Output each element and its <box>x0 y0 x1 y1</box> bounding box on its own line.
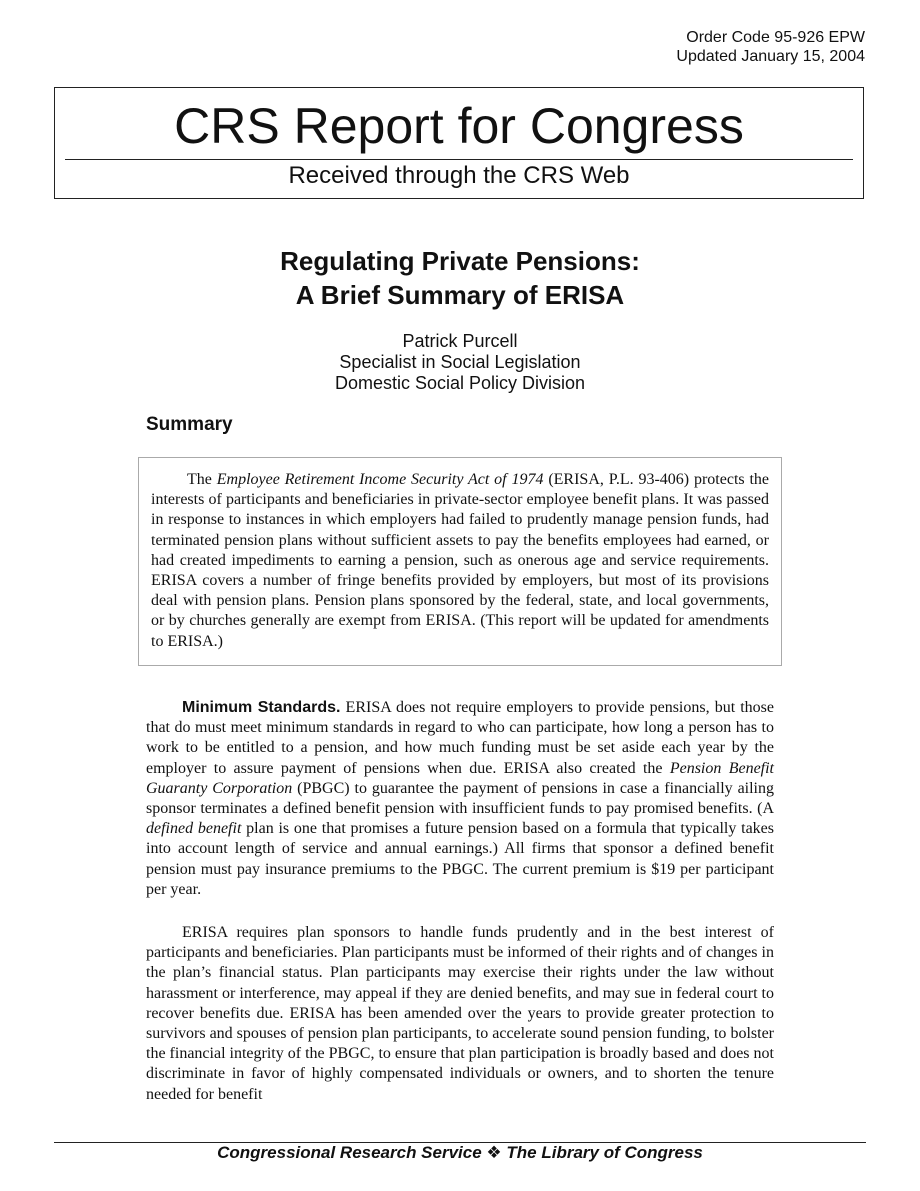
masthead-rule <box>65 159 853 160</box>
pbgc-name: Pension Benefit Guaranty Corporation <box>146 759 774 797</box>
footer <box>0 1143 920 1163</box>
minimum-standards-heading: Minimum Standards. <box>182 699 341 716</box>
summary-box <box>138 457 782 666</box>
summary-heading: Summary <box>146 414 233 435</box>
ms-text-3: plan is one that promises a future pension based on a formula that typically takes into account length of service and annual earnings.) All firms that sponsor a defined benefit pension must pay insurance premiums to the PBGC. The current premium is $19 per participant per year. <box>146 820 774 898</box>
order-info <box>676 28 865 66</box>
act-name: Employee Retirement Income Security Act of 1974 <box>216 471 544 488</box>
author-division: Domestic Social Policy Division <box>334 373 586 393</box>
masthead-subtitle: Received through the CRS Web <box>288 162 630 189</box>
ms-text-1: ERISA does not require employers to provide pensions, but those that do must meet minimum standards in regard to who can participate, how long a person has to work to be entitled to a pension, and how much funding must be set aside each year by the employer to assure payment of pensions when due. ERISA also created the <box>146 699 774 777</box>
masthead-box <box>54 87 864 199</box>
summary-text <box>151 470 769 652</box>
footer-left: Congressional Research Service <box>217 1143 482 1162</box>
ms-text-2: (PBGC) to guarantee the payment of pensions in case a financially ailing sponsor terminates a defined benefit pension with insufficient funds to pay promised benefits. (A <box>146 779 775 818</box>
author-name: Patrick Purcell <box>402 331 518 351</box>
report-title-line1: Regulating Private Pensions: <box>280 246 640 276</box>
report-title-line2: A Brief Summary of ERISA <box>295 280 625 310</box>
author-title: Specialist in Social Legislation <box>339 352 581 372</box>
order-code: Order Code 95-926 EPW <box>686 29 865 46</box>
summary-lead: The <box>187 471 212 488</box>
updated-date: Updated January 15, 2004 <box>676 48 865 65</box>
erisa-paragraph: ERISA requires plan sponsors to handle funds prudently and in the best interest of participants and beneficiaries. Plan participants must be informed of their rights and of changes in the plan’s financial status. Plan participants may exercise their rights under the law without harassment or interference, may appeal if they are denied benefits, and may sue in federal court to recover benefits due. ERISA has been amended over the years to provide greater protection to survivors and spouses of pension plan participants, to accelerate sound pension funding, to bolster the financial integrity of the PBGC, to ensure that plan participation is broadly based and does not discriminate in favor of highly compensated individuals or owners, and to shorten the tenure needed for benefit <box>146 924 774 1103</box>
defined-benefit-term: defined benefit <box>146 820 242 838</box>
masthead-title: CRS Report for Congress <box>174 98 744 154</box>
minimum-standards-paragraph <box>146 698 774 900</box>
footer-separator-icon: ❖ <box>486 1143 502 1162</box>
footer-right: The Library of Congress <box>506 1143 703 1162</box>
summary-body: (ERISA, P.L. 93-406) protects the interests of participants and beneficiaries in private-sector employee benefit plans. It was passed in response to instances in which employers had failed to prudently manage pension funds, had terminated pension plans without sufficient assets to pay the benefits employees had earned, or had created impediments to earning a pension, such as onerous age and service requirements. ERISA covers a number of fringe benefits provided by employers, but most of its provisions deal with pension plans. Pension plans sponsored by the federal, state, and local governments, or by churches generally are exempt from ERISA. (This report will be updated for amendments to ERISA.) <box>151 471 770 650</box>
